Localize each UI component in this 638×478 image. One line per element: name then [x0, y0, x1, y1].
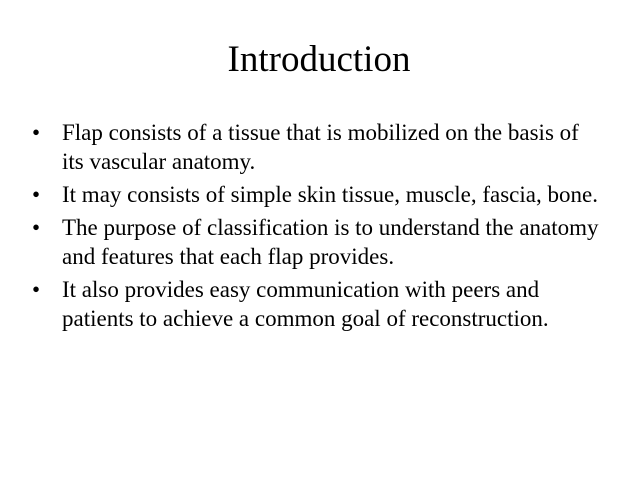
bullet-text: The purpose of classification is to understand the anatomy and features that each flap provides. — [62, 215, 599, 269]
bullet-dot-icon: • — [32, 120, 41, 145]
bullet-item — [32, 213, 602, 271]
bullet-item — [32, 118, 602, 176]
bullet-item — [32, 275, 602, 333]
slide-title: Introduction — [227, 39, 411, 80]
bullet-dot-icon: • — [32, 277, 41, 302]
bullet-text: Flap consists of a tissue that is mobilized on the basis of its vascular anatomy. — [62, 120, 579, 174]
bullet-dot-icon: • — [32, 182, 41, 207]
bullet-text: It may consists of simple skin tissue, muscle, fascia, bone. — [62, 182, 598, 207]
bullet-item — [32, 180, 602, 209]
bullet-list — [32, 118, 602, 337]
bullet-text: It also provides easy communication with peers and patients to achieve a common goal of reconstruction. — [62, 277, 549, 331]
bullet-dot-icon: • — [32, 215, 41, 240]
